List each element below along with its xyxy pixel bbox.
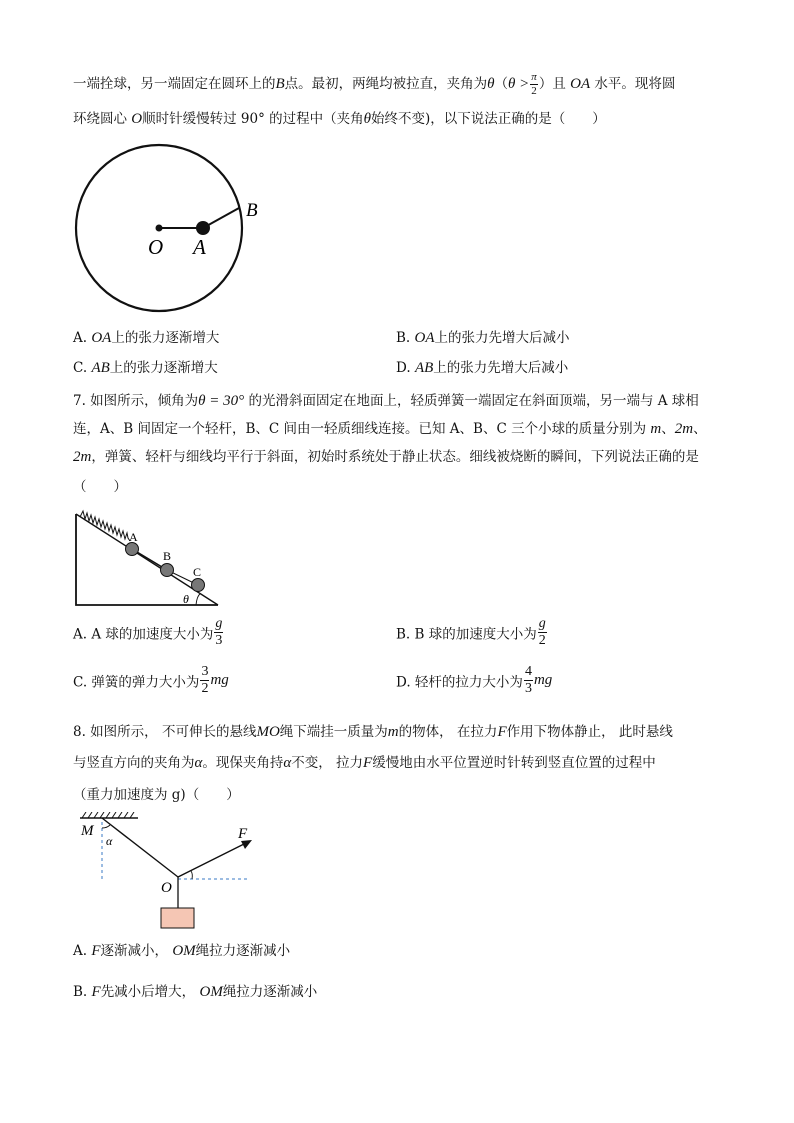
option-text: D. 轻杆的拉力大小为 [396,674,523,691]
label-c: C [193,565,202,579]
text: 且 [552,76,566,92]
q7-answer-blank [73,477,127,497]
option-text: 先减小后增大， [100,984,196,1000]
denominator: 2 [201,681,209,696]
q8-stem-line-3 [73,785,240,805]
var-2m: 2m [674,421,694,437]
var-f: F [497,724,507,740]
var-theta: θ [363,111,372,127]
option-letter: B. [73,984,88,1000]
ball-a [126,543,139,556]
q7-stem-line-2 [73,419,707,439]
text: 水平。现将圆 [594,76,676,92]
text: 一端拴球，另一端固定在圆环上的 [73,76,276,92]
var-f: F [91,943,101,959]
text: 、 [661,421,675,437]
denominator: 3 [215,633,223,648]
label-o: O [148,235,164,259]
q7-option-d[interactable] [396,665,552,696]
text: 始终不变)，以下说法正确的是（ ） [371,111,606,127]
q8-stem-line-2 [73,753,656,773]
denominator: 3 [524,681,532,696]
block [161,908,194,928]
text: （ ） [73,479,127,495]
text: 不变， 拉力 [291,755,364,771]
option-text: 逐渐减小， [100,943,169,959]
q6-option-b[interactable] [396,328,570,348]
var: AB [91,360,110,376]
text: （重力加速度为 g)（ ） [73,787,240,803]
numerator: π [531,71,537,83]
var-b: B [275,76,285,92]
rope-mo [102,818,178,877]
option-text: 绳拉力逐渐减小 [195,943,291,959]
q7-option-a[interactable] [73,617,224,648]
var: OA [414,330,435,346]
var-o: O [131,111,143,127]
q6-stem-line-1 [73,72,675,97]
var-mg: mg [210,672,229,688]
var-f: F [363,755,373,771]
ball-c [192,579,205,592]
label-m: M [81,823,94,839]
text: 作用下物体静止， 此时悬线 [506,724,673,740]
option-text: 上的张力先增大后减小 [433,360,569,376]
var-theta: θ [487,76,495,92]
spring [80,511,130,541]
var-theta-gt: θ > [508,76,530,92]
option-text: B. B 球的加速度大小为 [396,626,537,643]
equation: θ = 30° [198,393,245,409]
var-alpha: α [194,755,203,771]
text: 绳下端挂一质量为 [279,724,388,740]
q8-option-b[interactable] [73,982,317,1002]
option-letter: D. [396,360,411,376]
text: 环绕圆心 [73,111,127,127]
q6-option-d[interactable] [396,358,568,378]
text: （ [494,76,509,92]
var-2m: 2m [73,449,92,465]
var-f: F [91,984,101,1000]
text: ，弹簧、轻杆与细线均平行于斜面，初始时系统处于静止状态。细线被烧断的瞬间，下列说法正确的是 [91,449,699,465]
text: 连，A、B 间固定一个轻杆，B、C 间由一轻质细线连接。已知 A、B、C 三个小球的质量分别为 [73,421,647,437]
label-f: F [238,826,248,842]
var-oa: OA [570,76,591,92]
ceiling-hatching [82,812,134,818]
q6-stem-line-2 [73,109,606,129]
text: 的物体， 在拉力 [398,724,498,740]
denominator: 2 [538,633,546,648]
option-letter: B. [396,330,411,346]
numerator: 4 [524,664,532,679]
var-om: OM [199,984,223,1000]
var-mg: mg [533,672,553,688]
q6-option-c[interactable] [73,358,218,378]
fraction-g-over-3 [214,617,223,648]
label-alpha: α [106,834,113,848]
var-m: m [650,421,662,437]
option-text: 上的张力逐渐增大 [111,330,220,346]
force-f [178,843,246,877]
option-letter: A. [73,330,88,346]
fraction-g-over-2 [538,617,547,648]
text: 的光滑斜面固定在地面上，轻质弹簧一端固定在斜面顶端，另一端与 A 球相 [248,393,699,409]
angle-arc-f [191,871,192,879]
label-o: O [161,880,172,896]
option-letter: A. [73,943,88,959]
text: 。现保夹角持 [202,755,284,771]
var-om: OM [172,943,196,959]
label-b: B [163,549,172,563]
text: 与竖直方向的夹角为 [73,755,195,771]
option-text: 上的张力逐渐增大 [109,360,218,376]
q7-stem-line-3 [73,447,699,467]
point-o [156,225,163,232]
var: OA [91,330,112,346]
label-a: A [129,530,138,544]
text: 7. 如图所示，倾角为 [73,393,199,409]
denominator: 2 [531,85,537,97]
option-text: 上的张力先增大后减小 [434,330,570,346]
var-mo: MO [256,724,280,740]
angle-arc-alpha [102,825,110,828]
var: AB [414,360,434,376]
q8-stem-line-1 [73,722,673,742]
fraction-4-over-3 [524,665,533,696]
var-alpha: α [283,755,292,771]
text: 8. 如图所示， 不可伸长的悬线 [73,724,257,740]
numerator: g [215,616,223,631]
label-b: B [246,200,258,221]
text: 缓慢地由水平位置逆时针转到竖直位置的过程中 [372,755,656,771]
numerator: g [538,616,546,631]
q8-figure [72,812,262,934]
q7-stem-line-1 [73,391,699,411]
q6-option-a[interactable] [73,328,219,348]
fraction-3-over-2 [200,665,209,696]
var-m: m [387,724,399,740]
angle-arc [196,594,200,605]
q7-figure-incline [72,508,232,610]
q8-option-a[interactable] [73,941,290,961]
q6-figure-circle [72,140,272,320]
text: ） [538,76,553,92]
option-text: C. 弹簧的弹力大小为 [73,674,200,691]
text: 、 [693,421,707,437]
label-a: A [193,235,206,259]
fraction-pi-over-2 [530,72,538,97]
q7-option-b[interactable] [396,617,548,648]
text: 顺时针缓慢转过 90° 的过程中（夹角 [142,111,364,127]
option-text: A. A 球的加速度大小为 [73,626,214,643]
ball-a [196,221,210,235]
q7-option-c[interactable] [73,665,229,696]
numerator: 3 [201,664,209,679]
text: 点。最初，两绳均被拉直，夹角为 [284,76,488,92]
label-theta: θ [183,592,189,606]
ball-b [161,564,174,577]
option-text: 绳拉力逐渐减小 [222,984,318,1000]
option-letter: C. [73,360,88,376]
